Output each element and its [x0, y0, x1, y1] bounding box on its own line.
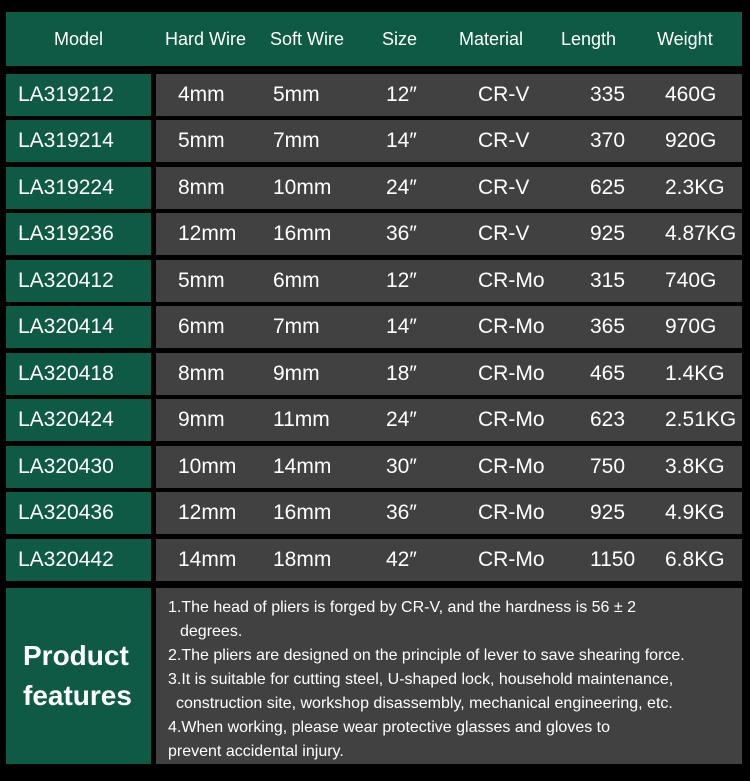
size-cell: 12″: [386, 83, 417, 106]
hard-wire-cell: 10mm: [178, 455, 237, 478]
soft-wire-cell: 18mm: [273, 548, 332, 571]
material-cell: CR-V: [478, 129, 530, 152]
spec-cells: [156, 539, 742, 581]
header-length: Length: [561, 29, 617, 49]
length-cell: 365: [590, 315, 626, 338]
table-row: [6, 492, 742, 534]
feature-label-line2: features: [23, 680, 132, 711]
size-cell: 36″: [386, 222, 417, 245]
weight-cell: 4.9KG: [665, 501, 725, 524]
weight-cell: 460G: [665, 83, 717, 106]
weight-cell: 920G: [665, 129, 717, 152]
feature-line: 1.The head of pliers is forged by CR-V, and the hardness is 56 ± 2: [168, 599, 637, 616]
material-cell: CR-V: [478, 83, 530, 106]
hard-wire-cell: 8mm: [178, 176, 225, 199]
material-cell: CR-Mo: [478, 362, 545, 385]
table-row: [6, 74, 742, 116]
size-cell: 24″: [386, 408, 417, 431]
feature-line: 4.When working, please wear protective glasses and gloves to: [168, 719, 611, 736]
hard-wire-cell: 14mm: [178, 548, 237, 571]
hard-wire-cell: 8mm: [178, 362, 225, 385]
size-cell: 36″: [386, 501, 417, 524]
model-cell: LA320442: [6, 539, 151, 581]
material-cell: CR-Mo: [478, 548, 545, 571]
hard-wire-cell: 6mm: [178, 315, 225, 338]
size-cell: 30″: [386, 455, 417, 478]
spec-cells: [156, 446, 742, 488]
header-size: Size: [382, 29, 418, 49]
weight-cell: 740G: [665, 269, 717, 292]
feature-line: 2.The pliers are designed on the principle of lever to save shearing force.: [168, 647, 685, 664]
soft-wire-cell: 5mm: [273, 83, 320, 106]
soft-wire-cell: 7mm: [273, 315, 320, 338]
spec-cells: [156, 353, 742, 395]
soft-wire-cell: 9mm: [273, 362, 320, 385]
weight-cell: 1.4KG: [665, 362, 725, 385]
weight-cell: 2.51KG: [665, 408, 737, 431]
hard-wire-cell: 5mm: [178, 129, 225, 152]
spec-cells: [156, 120, 742, 162]
spec-cells: [156, 399, 742, 441]
model-cell: LA320436: [6, 492, 151, 534]
header-model: Model: [54, 29, 104, 49]
hard-wire-cell: 4mm: [178, 83, 225, 106]
header-material: Material: [459, 29, 524, 49]
table-header: [6, 12, 742, 66]
table-row: [6, 260, 742, 302]
length-cell: 925: [590, 501, 626, 524]
spec-cells: [156, 213, 742, 255]
product-features-text: [156, 588, 742, 764]
feature-line: construction site, workshop disassembly, mechanical engineering, etc.: [176, 695, 673, 712]
soft-wire-cell: 14mm: [273, 455, 332, 478]
spec-cells: [156, 167, 742, 209]
table-row: [6, 306, 742, 348]
model-cell: LA320430: [6, 446, 151, 488]
header-hard-wire: Hard Wire: [165, 29, 247, 49]
length-cell: 335: [590, 83, 626, 106]
model-cell: LA319212: [6, 74, 151, 116]
header-weight: Weight: [657, 29, 713, 49]
product-features-label: [6, 588, 151, 764]
table-row: [6, 446, 742, 488]
length-cell: 623: [590, 408, 626, 431]
length-cell: 750: [590, 455, 626, 478]
soft-wire-cell: 7mm: [273, 129, 320, 152]
size-cell: 42″: [386, 548, 417, 571]
soft-wire-cell: 11mm: [273, 408, 330, 431]
hard-wire-cell: 5mm: [178, 269, 225, 292]
feature-label-line1: Product: [23, 640, 129, 671]
hard-wire-cell: 12mm: [178, 501, 237, 524]
material-cell: CR-V: [478, 176, 530, 199]
material-cell: CR-Mo: [478, 315, 545, 338]
header-soft-wire: Soft Wire: [270, 29, 345, 49]
length-cell: 925: [590, 222, 626, 245]
soft-wire-cell: 16mm: [273, 501, 332, 524]
table-row: [6, 213, 742, 255]
length-cell: 465: [590, 362, 626, 385]
table-row: [6, 167, 742, 209]
size-cell: 12″: [386, 269, 417, 292]
material-cell: CR-Mo: [478, 455, 545, 478]
feature-line: 3.It is suitable for cutting steel, U-shaped lock, household maintenance,: [168, 671, 674, 688]
feature-line: prevent accidental injury.: [168, 743, 344, 760]
model-cell: LA320414: [6, 306, 151, 348]
table-row: [6, 539, 742, 581]
length-cell: 625: [590, 176, 626, 199]
soft-wire-cell: 16mm: [273, 222, 332, 245]
table-row: [6, 353, 742, 395]
weight-cell: 970G: [665, 315, 717, 338]
weight-cell: 4.87KG: [665, 222, 737, 245]
material-cell: CR-Mo: [478, 501, 545, 524]
model-cell: LA320412: [6, 260, 151, 302]
feature-line: degrees.: [180, 623, 243, 640]
table-row: [6, 399, 742, 441]
weight-cell: 3.8KG: [665, 455, 725, 478]
length-cell: 315: [590, 269, 626, 292]
table-row: [6, 120, 742, 162]
size-cell: 24″: [386, 176, 417, 199]
size-cell: 14″: [386, 315, 417, 338]
weight-cell: 2.3KG: [665, 176, 725, 199]
spec-cells: [156, 260, 742, 302]
length-cell: 1150: [590, 548, 636, 571]
material-cell: CR-Mo: [478, 269, 545, 292]
model-cell: LA320418: [6, 353, 151, 395]
model-cell: LA319236: [6, 213, 151, 255]
hard-wire-cell: 9mm: [178, 408, 225, 431]
model-cell: LA319224: [6, 167, 151, 209]
spec-cells: [156, 306, 742, 348]
spec-cells: [156, 492, 742, 534]
model-cell: LA320424: [6, 399, 151, 441]
weight-cell: 6.8KG: [665, 548, 725, 571]
soft-wire-cell: 6mm: [273, 269, 320, 292]
model-cell: LA319214: [6, 120, 151, 162]
length-cell: 370: [590, 129, 626, 152]
soft-wire-cell: 10mm: [273, 176, 332, 199]
hard-wire-cell: 12mm: [178, 222, 237, 245]
spec-cells: [156, 74, 742, 116]
material-cell: CR-V: [478, 222, 530, 245]
size-cell: 14″: [386, 129, 417, 152]
material-cell: CR-Mo: [478, 408, 545, 431]
size-cell: 18″: [386, 362, 417, 385]
